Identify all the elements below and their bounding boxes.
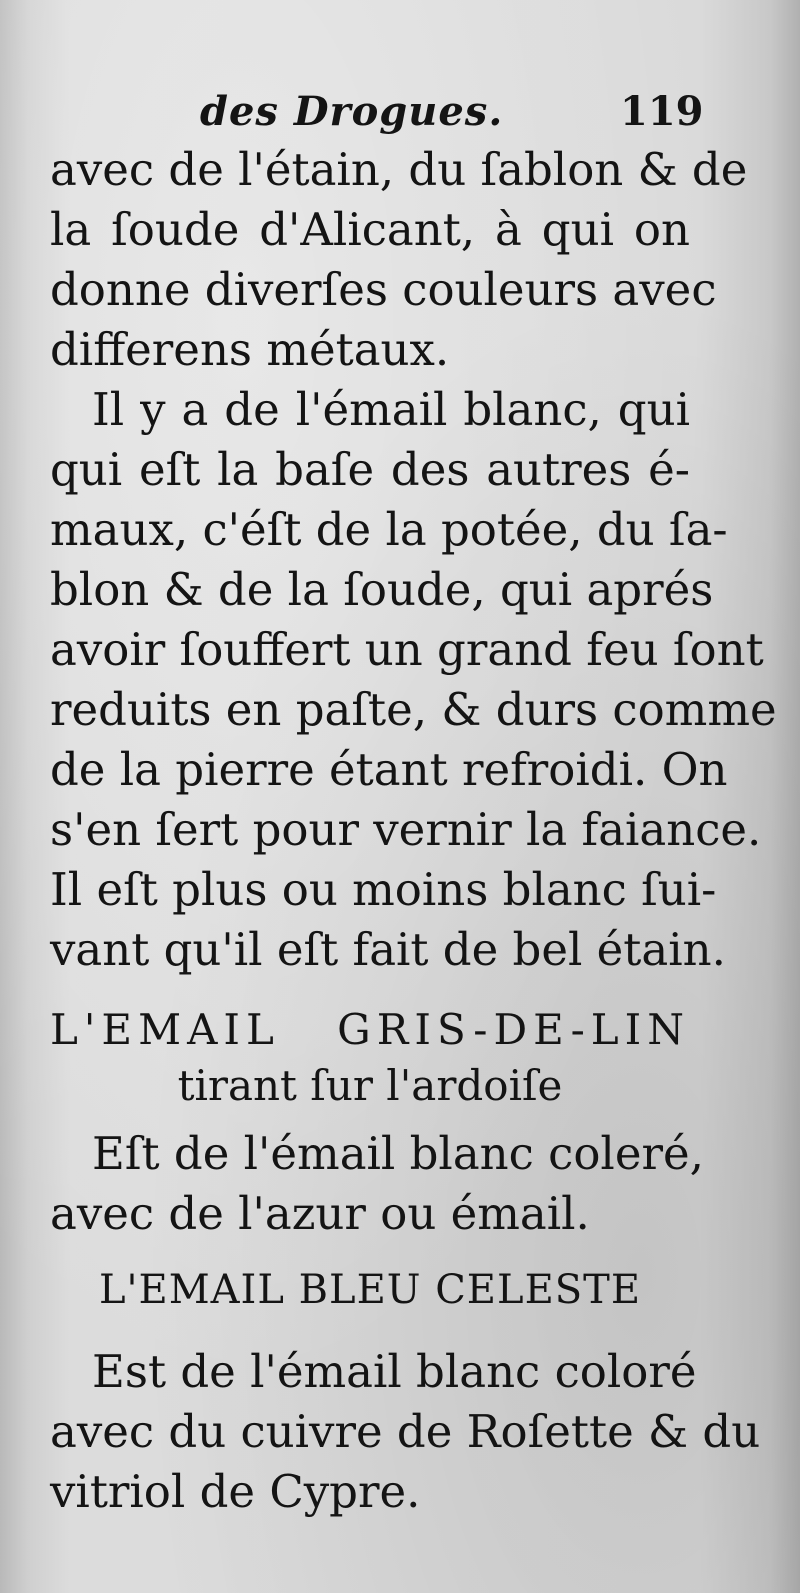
text-line: reduits en paſte, & durs comme xyxy=(50,683,777,736)
text-line: avec du cuivre de Roſette & du xyxy=(50,1405,761,1458)
paragraph-1 xyxy=(50,140,748,380)
text-line: differens métaux. xyxy=(50,323,450,376)
text-line: de la pierre étant refroidi. On xyxy=(50,743,728,796)
text-line: avec de l'étain, du ſablon & de xyxy=(50,143,748,196)
section-gris-de-lin xyxy=(50,1002,704,1244)
paragraph-2 xyxy=(50,380,777,980)
text-line: qui eſt la baſe des autres é- xyxy=(50,443,690,496)
text-line: avoir ſouffert un grand feu ſont xyxy=(50,623,764,676)
text-line: vant qu'il eſt fait de bel étain. xyxy=(50,923,726,976)
page-number: 119 xyxy=(620,88,704,135)
text-line: s'en ſert pour vernir la faiance. xyxy=(50,803,762,856)
text-line: avec de l'azur ou émail. xyxy=(50,1187,590,1240)
text-line: Il eſt plus ou moins blanc ſui- xyxy=(50,863,717,916)
section-subheading: tirant ſur l'ardoiſe xyxy=(177,1061,563,1110)
text-line: vitriol de Cypre. xyxy=(50,1465,421,1518)
text-line: Est de l'émail blanc coloré xyxy=(92,1345,697,1398)
text-line: Il y a de l'émail blanc, qui xyxy=(92,383,690,436)
text-line: blon & de la ſoude, qui aprés xyxy=(50,563,714,616)
spacer xyxy=(50,980,690,994)
running-head-title: des Drogues. xyxy=(200,88,504,135)
body-text xyxy=(50,140,777,1522)
text-line: Eſt de l'émail blanc coleré, xyxy=(92,1127,704,1180)
running-head xyxy=(0,88,800,148)
section-bleu-celeste xyxy=(50,1262,761,1522)
text-line: maux, c'éſt de la potée, du ſa- xyxy=(50,503,728,556)
text-line: la ſoude d'Alicant, à qui on xyxy=(50,203,690,256)
section-heading: L'EMAIL GRIS-DE-LIN xyxy=(50,1005,690,1054)
section-heading: L'EMAIL BLEU CELESTE xyxy=(98,1267,642,1313)
text-line: donne diverſes couleurs avec xyxy=(50,263,717,316)
